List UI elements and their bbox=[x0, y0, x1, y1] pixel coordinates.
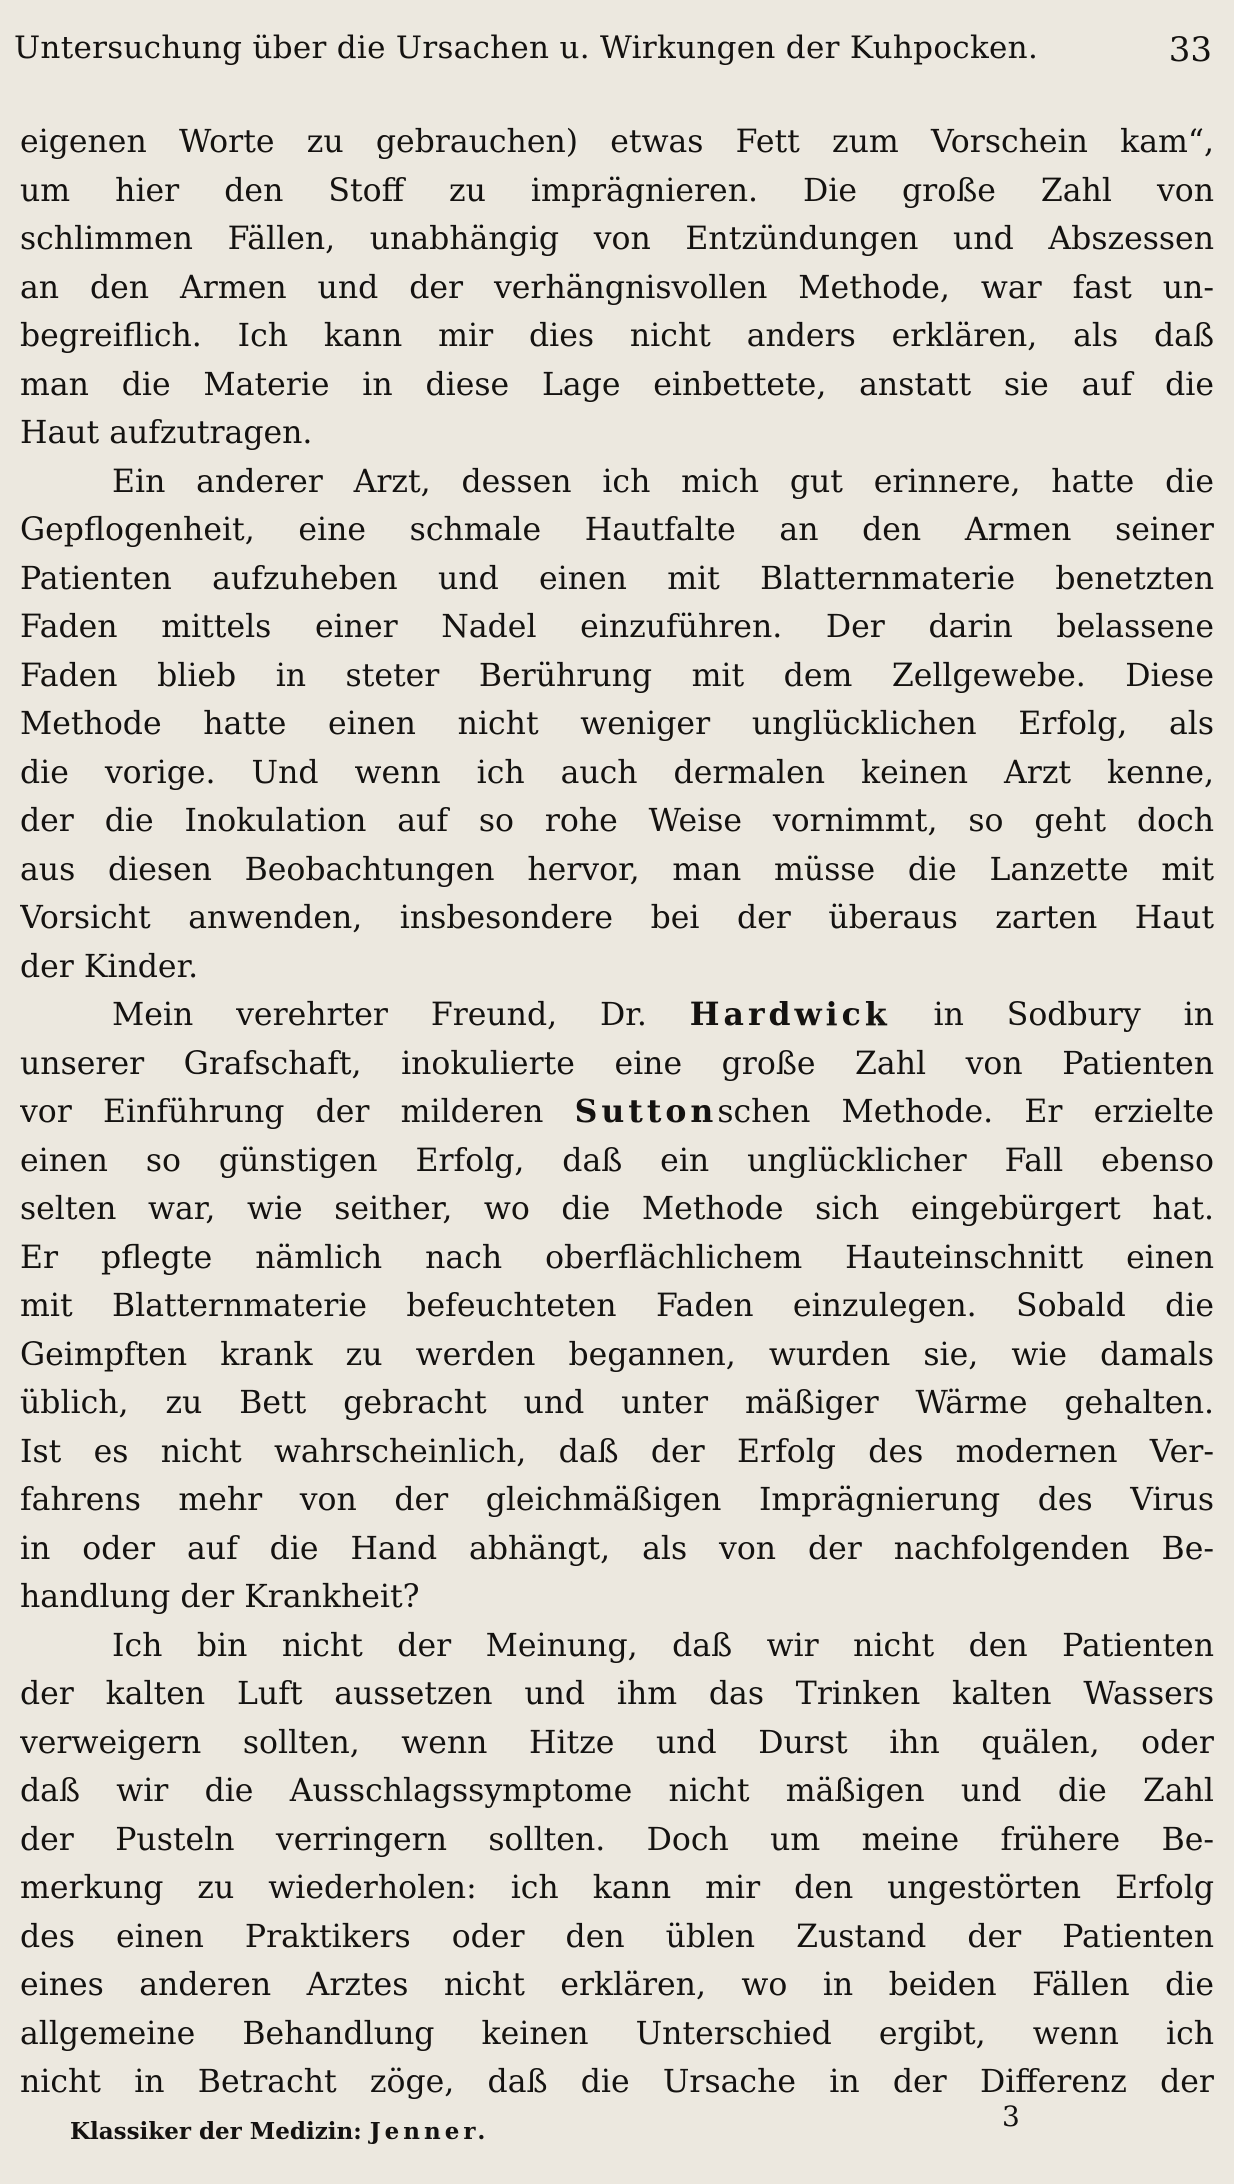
text-line: Faden mittels einer Nadel einzuführen. Der darin belassene bbox=[20, 609, 1214, 645]
signature-mark: 3 bbox=[1002, 2100, 1020, 2133]
page-number: 33 bbox=[1168, 30, 1212, 70]
line-text: in Sodbury in bbox=[890, 997, 1214, 1033]
text-line: handlung der Krankheit? bbox=[20, 1579, 420, 1615]
text-line: an den Armen und der verhängnisvollen Methode, war fast un- bbox=[20, 269, 1214, 306]
text-line: eigenen Worte zu gebrauchen) etwas Fett zum Vorschein kam“, bbox=[20, 124, 1214, 160]
footer-source bbox=[70, 2118, 489, 2145]
paragraph-first-line bbox=[20, 991, 1214, 1040]
text-line: allgemeine Behandlung keinen Unterschied ergibt, wenn ich bbox=[20, 2015, 1214, 2052]
text-line: Geimpften krank zu werden begannen, wurden sie, wie damals bbox=[20, 1336, 1214, 1373]
running-head bbox=[14, 30, 1212, 90]
text-line: Gepflogenheit, eine schmale Hautfalte an den Armen seiner bbox=[20, 512, 1214, 548]
text-line: der die Inokulation auf so rohe Weise vornimmt, so geht doch bbox=[20, 803, 1214, 839]
running-title: Untersuchung über die Ursachen u. Wirkungen der Kuhpocken. bbox=[14, 30, 1039, 66]
text-line: Ist es nicht wahrscheinlich, daß der Erfolg des modernen Ver- bbox=[20, 1433, 1214, 1470]
text-line: die vorige. Und wenn ich auch dermalen keinen Arzt kenne, bbox=[20, 754, 1214, 791]
text-line: der Kinder. bbox=[20, 948, 199, 985]
text-line: Patienten aufzuheben und einen mit Blatternmaterie benetzten bbox=[20, 560, 1214, 597]
text-line: eines anderen Arztes nicht erklären, wo in beiden Fällen die bbox=[20, 1967, 1214, 2003]
line-text: Mein verehrter Freund, Dr. bbox=[112, 997, 690, 1033]
text-line: verweigern sollten, wenn Hitze und Durst ihn quälen, oder bbox=[20, 1724, 1214, 1761]
text-line: fahrens mehr von der gleichmäßigen Imprägnierung des Virus bbox=[20, 1482, 1214, 1518]
text-line: der Pusteln verringern sollten. Doch um meine frühere Be- bbox=[20, 1821, 1214, 1858]
series-title: Klassiker der Medizin: bbox=[70, 2118, 362, 2145]
spaced-name-hardwick: Hardwick bbox=[689, 996, 891, 1033]
text-line: daß wir die Ausschlagssymptome nicht mäßigen und die Zahl bbox=[20, 1773, 1214, 1809]
text-line: man die Materie in diese Lage einbettete, anstatt sie auf die bbox=[20, 366, 1214, 403]
body-text bbox=[20, 118, 1214, 2108]
text-line: schlimmen Fällen, unabhängig von Entzündungen und Abszessen bbox=[20, 221, 1214, 257]
text-line: aus diesen Beobachtungen hervor, man müsse die Lanzette mit bbox=[20, 851, 1214, 888]
text-line: unserer Grafschaft, inokulierte eine große Zahl von Patienten bbox=[20, 1045, 1214, 1082]
line-text: vor Einführung der milderen bbox=[20, 1094, 575, 1130]
text-line: des einen Praktikers oder den üblen Zustand der Patienten bbox=[20, 1918, 1214, 1955]
text-line: üblich, zu Bett gebracht und unter mäßiger Wärme gehalten. bbox=[20, 1385, 1214, 1421]
text-line: Methode hatte einen nicht weniger unglücklichen Erfolg, als bbox=[20, 706, 1214, 742]
paragraph-first-line: Ich bin nicht der Meinung, daß wir nicht den Patienten bbox=[112, 1627, 1214, 1664]
text-line: merkung zu wiederholen: ich kann mir den ungestörten Erfolg bbox=[20, 1870, 1214, 1906]
text-line: der kalten Luft aussetzen und ihm das Trinken kalten Wassers bbox=[20, 1676, 1214, 1712]
page-footer bbox=[70, 2100, 1200, 2160]
text-line: selten war, wie seither, wo die Methode sich eingebürgert hat. bbox=[20, 1191, 1214, 1227]
text-line: nicht in Betracht zöge, daß die Ursache in der Differenz der bbox=[20, 2064, 1214, 2100]
text-line: in oder auf die Hand abhängt, als von der nachfolgenden Be- bbox=[20, 1530, 1214, 1567]
series-author: Jenner. bbox=[369, 2118, 490, 2145]
text-line: Vorsicht anwenden, insbesondere bei der überaus zarten Haut bbox=[20, 900, 1214, 936]
text-line: mit Blatternmaterie befeuchteten Faden einzulegen. Sobald die bbox=[20, 1288, 1214, 1324]
text-line: Faden blieb in steter Berührung mit dem Zellgewebe. Diese bbox=[20, 657, 1214, 694]
text-line: begreiflich. Ich kann mir dies nicht anders erklären, als daß bbox=[20, 318, 1214, 354]
paragraph-first-line: Ein anderer Arzt, dessen ich mich gut erinnere, hatte die bbox=[112, 463, 1214, 500]
text-line: Haut aufzutragen. bbox=[20, 415, 313, 451]
line-text: schen Methode. Er erzielte bbox=[717, 1094, 1214, 1130]
text-line: um hier den Stoff zu imprägnieren. Die große Zahl von bbox=[20, 172, 1214, 209]
text-line bbox=[20, 1088, 1214, 1137]
text-line: einen so günstigen Erfolg, daß ein unglücklicher Fall ebenso bbox=[20, 1142, 1214, 1179]
spaced-name-sutton: Sutton bbox=[574, 1093, 718, 1130]
text-line: Er pflegte nämlich nach oberflächlichem Hauteinschnitt einen bbox=[20, 1239, 1214, 1276]
